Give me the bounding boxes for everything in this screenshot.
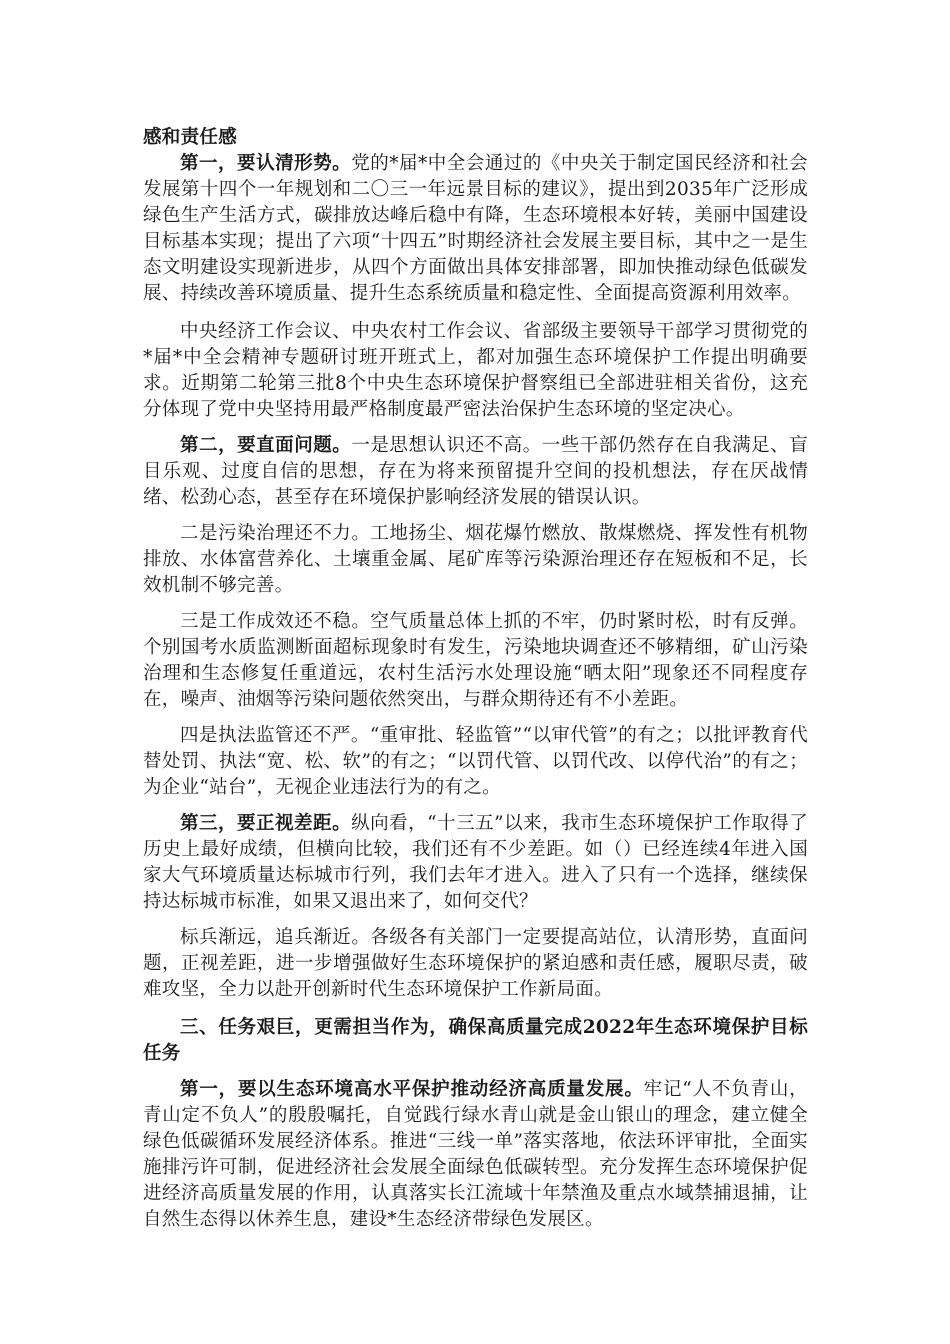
paragraph-enforcement: 四是执法监管还不严。“重审批、轻监管”“以审代管”的有之；以批评教育代替处罚、执法“宽、松、软”的有之；“以罚代管、以罚代改、以停代治”的有之；为企业“站台”，无视企业违法行为的有之。 (143, 725, 808, 798)
paragraph-gap (143, 811, 808, 915)
paragraph-lead: 第三，要正视差距。 (180, 813, 352, 834)
paragraph-lead: 第二，要直面问题。 (180, 435, 352, 456)
paragraph-body: 纵向看，“十三五”以来，我市生态环境保护工作取得了历史上最好成绩，但横向比较，我们还有不少差距。如（）已经连续4年进入国家大气环境质量达标城市行列，我们去年才进入。进入了只有一个选择，继续保持达标城市标准，如果又退出来了，如何交代？ (143, 813, 808, 912)
continuation-line: 感和责任感 (143, 127, 238, 148)
paragraph-problems (143, 433, 808, 511)
section-heading: 三、任务艰巨，更需担当作为，确保高质量完成2022年生态环境保护目标任务 (143, 1017, 808, 1064)
paragraph-summary: 标兵渐远，追兵渐近。各级各有关部门一定要提高站位，认清形势，直面问题，正视差距，进一步增强做好生态环境保护的紧迫感和责任感，履职尽责，破难攻坚，全力以赴开创新时代生态环境保护工作新局面。 (143, 927, 808, 1000)
paragraph-body: 党的*届*中全会通过的《中央关于制定国民经济和社会发展第十四个一年规划和二〇三一年远景目标的建议》，提出到2035年广泛形成绿色生产生活方式，碳排放达峰后稳中有降，生态环境根本好转，美丽中国建设目标基本实现；提出了六项“十四五”时期经济社会发展主要目标，其中之一是生态文明建设实现新进步，从四个方面做出具体安排部署，即加快推动绿色低碳发展、持续改善环境质量、提升生态系统质量和稳定性、全面提高资源利用效率。 (143, 153, 808, 304)
paragraph-body: 牢记“人不负青山，青山定不负人”的殷殷嘱托，自觉践行绿水青山就是金山银山的理念，建立健全绿色低碳循环发展经济体系。推进“三线一单”落实落地，依法环评审批，全面实施排污许可制，促进经济社会发展全面绿色低碳转型。充分发挥生态环境保护促进经济高质量发展的作用，认真落实长江流域十年禁渔及重点水域禁捕退捕，让自然生态得以休养生息，建设*生态经济带绿色发展区。 (143, 1079, 808, 1230)
paragraph-economy (143, 1077, 808, 1233)
paragraph-lead: 第一，要以生态环境高水平保护推动经济高质量发展。 (180, 1079, 644, 1100)
paragraph-body: 一是思想认识还不高。一些干部仍然存在自我满足、盲目乐观、过度自信的思想，存在为将来预留提升空间的投机想法，存在厌战情绪、松劲心态，甚至存在环境保护影响经济发展的错误认识。 (143, 435, 809, 508)
paragraph-meetings: 中央经济工作会议、中央农村工作会议、省部级主要领导干部学习贯彻党的*届*中全会精神专题研讨班开班式上，都对加强生态环境保护工作提出明确要求。近期第二轮第三批8个中央生态环境保护督察组已全部进驻相关省份，这充分体现了党中央坚持用最严格制度最严密法治保护生态环境的坚定决心。 (143, 321, 808, 420)
paragraph-lead: 第一，要认清形势。 (180, 153, 352, 174)
paragraph-results: 三是工作成效还不稳。空气质量总体上抓的不牢，仍时紧时松，时有反弹。个别国考水质监测断面超标现象时有发生，污染地块调查还不够精细，矿山污染治理和生态修复任重道远，农村生活污水处理设施“晒太阳”现象还不同程度存在，噪声、油烟等污染问题依然突出，与群众期待还有不小差距。 (143, 611, 808, 710)
paragraph-pollution: 二是污染治理还不力。工地扬尘、烟花爆竹燃放、散煤燃烧、挥发性有机物排放、水体富营养化、土壤重金属、尾矿库等污染源治理还存在短板和不足，长效机制不够完善。 (143, 523, 808, 596)
paragraph-situation (143, 151, 808, 307)
document-page (143, 125, 808, 1233)
